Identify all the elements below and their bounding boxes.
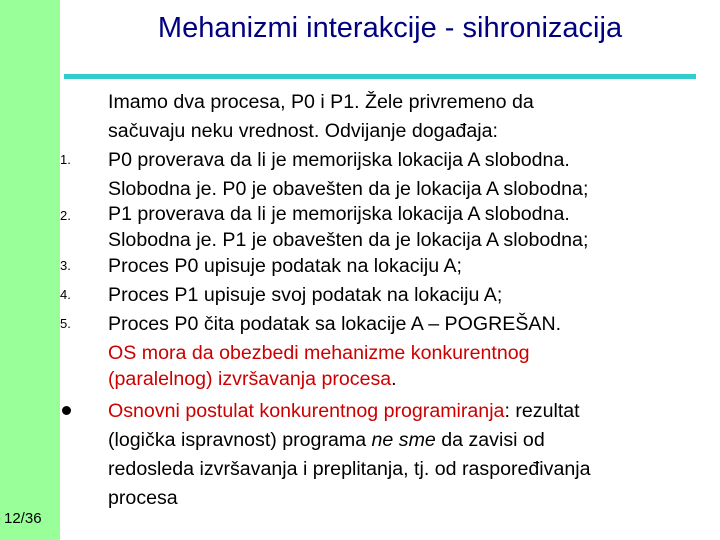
- step-5-line-1: Proces P0 čita podatak sa lokacije A – POGREŠAN.: [108, 313, 562, 335]
- step-5-line-3-end: .: [391, 368, 397, 390]
- intro-line-2: sačuvaju neku vrednost. Odvijanje događaja:: [108, 120, 498, 142]
- step-5-line-3-red: (paralelnog) izvršavanja procesa: [108, 368, 392, 390]
- postulate-emphasis: ne sme: [371, 429, 436, 451]
- postulate-line-2-a: (logička ispravnost) programa: [108, 429, 372, 451]
- step-marker-4: 4.: [60, 287, 71, 302]
- title-underline: [64, 74, 696, 79]
- step-4-line-1: Proces P1 upisuje svoj podatak na lokaciju A;: [108, 284, 503, 306]
- postulate-line-1: [108, 397, 580, 426]
- postulate-line-3: redosleda izvršavanja i preplitanja, tj. od raspoređivanja: [108, 458, 591, 480]
- postulate-line-2-b: da zavisi od: [435, 429, 545, 451]
- slide-title: Mehanizmi interakcije - sihronizacija: [157, 12, 623, 44]
- postulate-line-2: [108, 426, 545, 455]
- step-1-line-1: P0 proverava da li je memorijska lokacija A slobodna.: [108, 149, 570, 171]
- step-5-line-3: [108, 365, 397, 394]
- step-2-line-2: Slobodna je. P1 je obavešten da je lokacija A slobodna;: [108, 229, 589, 251]
- step-marker-2: 2.: [60, 208, 71, 223]
- intro-line-1: Imamo dva procesa, P0 i P1. Žele privremeno da: [108, 91, 534, 113]
- step-marker-5: 5.: [60, 316, 71, 331]
- step-5-line-2: OS mora da obezbedi mehanizme konkurentnog: [108, 342, 530, 364]
- left-sidebar-band: [0, 0, 60, 540]
- bullet-dot-icon: [62, 406, 71, 415]
- postulate-highlight: Osnovni postulat konkurentnog programiranja: [108, 400, 505, 422]
- step-marker-1: 1.: [60, 152, 71, 167]
- step-marker-3: 3.: [60, 258, 71, 273]
- postulate-rest-1: : rezultat: [504, 400, 580, 422]
- postulate-line-4: procesa: [108, 487, 178, 509]
- slide-number: 12/36: [4, 510, 42, 527]
- step-2-line-1: P1 proverava da li je memorijska lokacija A slobodna.: [108, 203, 570, 225]
- step-1-line-2: Slobodna je. P0 je obavešten da je lokacija A slobodna;: [108, 178, 589, 200]
- step-3-line-1: Proces P0 upisuje podatak na lokaciju A;: [108, 255, 462, 277]
